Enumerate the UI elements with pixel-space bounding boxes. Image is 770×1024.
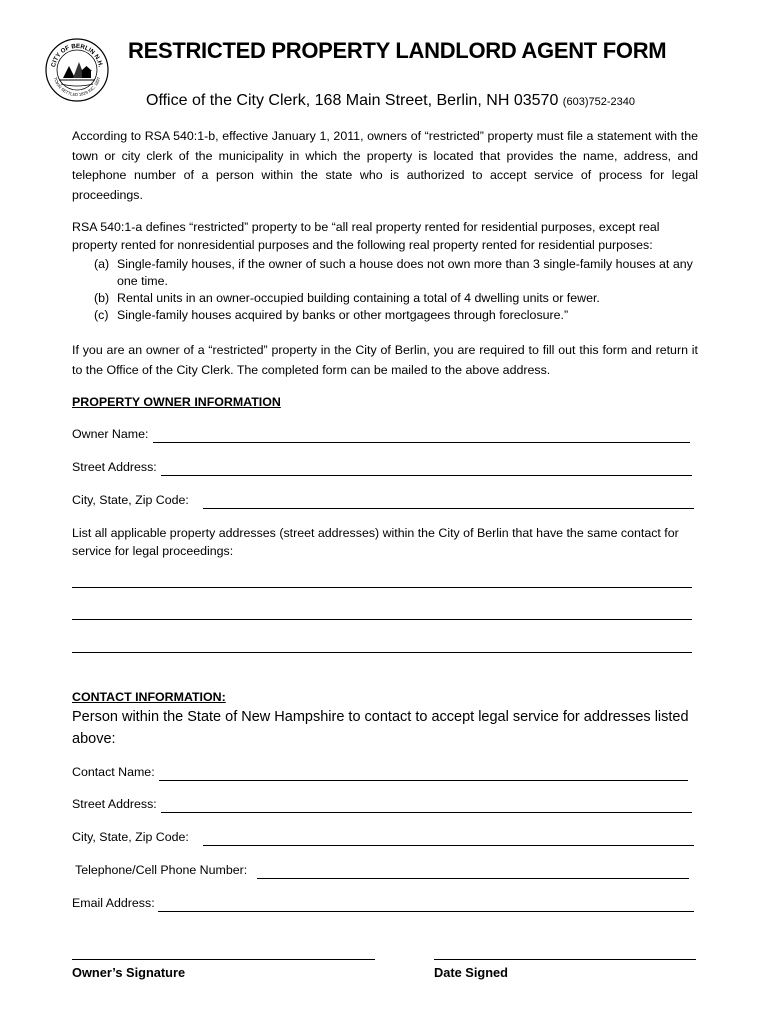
contact-street-address-label: Street Address: xyxy=(72,797,157,811)
contact-name-field[interactable] xyxy=(72,765,690,781)
intro-paragraph-1: According to RSA 540:1-b, effective January 1, 2011, owners of “restricted” property must file a statement with the town or city clerk of the municipality in which the property is located that provides the name, address, and telephone number of a person within the state who is authorized to accept service of process for legal proceedings. xyxy=(72,129,698,202)
owner-name-line[interactable] xyxy=(153,442,690,443)
owner-street-address-line[interactable] xyxy=(161,475,692,476)
restricted-exceptions-list xyxy=(94,256,694,324)
owner-signature-line[interactable] xyxy=(72,959,375,960)
owner-signature-label: Owner’s Signature xyxy=(72,965,186,980)
owner-section-heading: PROPERTY OWNER INFORMATION xyxy=(72,395,281,409)
owner-city-state-zip-field[interactable] xyxy=(72,493,696,509)
contact-street-address-field[interactable] xyxy=(72,797,694,813)
owner-city-state-zip-line[interactable] xyxy=(203,508,694,509)
list-text: Rental units in an owner-occupied building containing a total of 4 dwelling units or fewer. xyxy=(117,291,600,305)
list-marker: (c) xyxy=(94,308,109,322)
contact-telephone-line[interactable] xyxy=(257,878,689,879)
office-phone: (603)752-2340 xyxy=(562,96,635,108)
contact-telephone-field[interactable] xyxy=(75,863,691,879)
date-signed-line[interactable] xyxy=(434,959,696,960)
list-marker: (a) xyxy=(94,257,110,271)
property-address-line-2[interactable] xyxy=(72,619,692,620)
property-address-line-3[interactable] xyxy=(72,652,692,653)
owner-name-field[interactable] xyxy=(72,427,692,443)
intro-paragraph-2: RSA 540:1-a defines “restricted” property to be “all real property rented for residential purposes, except real property rented for nonresidential purposes and the following real property rented for residential purposes: xyxy=(72,220,660,252)
office-text: Office of the City Clerk, 168 Main Street, Berlin, NH 03570 xyxy=(146,92,559,109)
seal-text: CITY OF BERLIN N.H. xyxy=(50,42,104,68)
contact-city-state-zip-line[interactable] xyxy=(203,845,694,846)
property-address-line-1[interactable] xyxy=(72,587,692,588)
contact-email-label: Email Address: xyxy=(72,896,155,910)
list-item xyxy=(94,307,694,324)
list-text: Single-family houses acquired by banks or other mortgagees through foreclosure.” xyxy=(117,308,569,322)
contact-section-heading: CONTACT INFORMATION: xyxy=(72,690,226,704)
property-list-instructions: List all applicable property addresses (street addresses) within the City of Berlin that have the same contact for service for legal proceedings: xyxy=(72,526,679,558)
contact-street-address-line[interactable] xyxy=(161,812,692,813)
seal-bottom-text: TOWN SETTLED 1829 INC. 1897 xyxy=(52,76,102,98)
contact-telephone-label: Telephone/Cell Phone Number: xyxy=(75,863,248,877)
intro-paragraph-3: If you are an owner of a “restricted” property in the City of Berlin, you are required to fill out this form and return it to the Office of the City Clerk. The completed form can be mailed to the above address. xyxy=(72,343,698,377)
owner-street-address-field[interactable] xyxy=(72,460,694,476)
owner-name-label: Owner Name: xyxy=(72,427,149,441)
office-address xyxy=(146,92,635,110)
contact-name-line[interactable] xyxy=(159,780,688,781)
list-marker: (b) xyxy=(94,291,110,305)
list-text: Single-family houses, if the owner of such a house does not own more than 3 single-family houses at any one time. xyxy=(117,257,693,288)
owner-street-address-label: Street Address: xyxy=(72,460,157,474)
form-title: RESTRICTED PROPERTY LANDLORD AGENT FORM xyxy=(128,38,667,63)
contact-name-label: Contact Name: xyxy=(72,765,155,779)
contact-city-state-zip-field[interactable] xyxy=(72,830,696,846)
list-item xyxy=(94,256,694,290)
list-item xyxy=(94,290,694,307)
svg-text:TOWN SETTLED 1829 INC. 1897 xyxy=(53,76,102,97)
contact-section-lead: Person within the State of New Hampshire to contact to accept legal service for addresses listed above: xyxy=(72,709,689,747)
date-signed-label: Date Signed xyxy=(434,965,508,980)
owner-city-state-zip-label: City, State, Zip Code: xyxy=(72,493,189,507)
contact-city-state-zip-label: City, State, Zip Code: xyxy=(72,830,189,844)
contact-email-line[interactable] xyxy=(158,911,694,912)
city-seal-logo xyxy=(45,38,109,102)
contact-email-field[interactable] xyxy=(72,896,696,912)
